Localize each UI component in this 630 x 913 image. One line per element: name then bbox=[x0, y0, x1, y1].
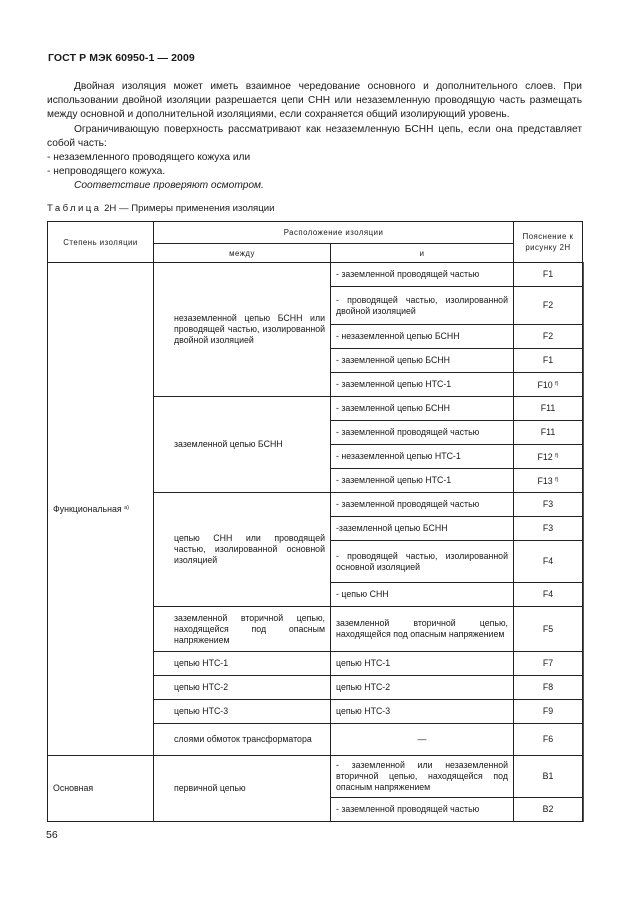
figure-ref: F1 bbox=[542, 269, 554, 279]
figure-ref: F12 bbox=[537, 451, 553, 462]
figure-ref: F2 bbox=[542, 331, 554, 341]
page-number: 56 bbox=[46, 829, 58, 841]
between-cell: цепью НТС-1 bbox=[154, 652, 331, 676]
figure-ref: F6 bbox=[542, 734, 554, 744]
ref-cell bbox=[514, 469, 583, 493]
paragraph: Ограничивающую поверхность рассматривают как незаземленную БСНН цепь, если она представляет собой часть: bbox=[47, 123, 582, 149]
and-cell: - заземленной или незаземленной вторичной цепью, находящейся под опасным напряжением bbox=[331, 756, 514, 798]
figure-ref: F13 bbox=[537, 475, 553, 486]
table-row bbox=[48, 263, 583, 287]
figure-ref: F8 bbox=[542, 682, 554, 692]
ref-cell bbox=[514, 287, 583, 325]
ref-cell bbox=[514, 583, 583, 607]
and-cell: - цепью СНН bbox=[331, 583, 514, 607]
caption-label: Таблица bbox=[47, 203, 102, 214]
between-cell: цепью СНН или проводящей частью, изолированной основной изоляцией bbox=[154, 493, 331, 607]
between-cell: заземленной цепью БСНН bbox=[154, 397, 331, 493]
insulation-table bbox=[47, 221, 583, 822]
and-cell: - незаземленной цепью БСНН bbox=[331, 325, 514, 349]
and-cell: - заземленной цепью НТС-1 bbox=[331, 469, 514, 493]
between-cell: незаземленной цепью БСНН или проводящей частью, изолированной двойной изоляцией bbox=[154, 263, 331, 397]
table-body bbox=[48, 263, 583, 822]
document-header: ГОСТ Р МЭК 60950-1 — 2009 bbox=[48, 52, 195, 64]
figure-ref: F1 bbox=[542, 355, 554, 365]
ref-cell bbox=[514, 756, 583, 798]
and-cell: - проводящей частью, изолированной основной изоляцией bbox=[331, 541, 514, 583]
ref-cell bbox=[514, 263, 583, 287]
ref-cell bbox=[514, 700, 583, 724]
figure-ref: F11 bbox=[540, 403, 556, 413]
and-cell: - незаземленной цепью НТС-1 bbox=[331, 445, 514, 469]
table-row bbox=[48, 756, 583, 798]
between-cell: заземленной вторичной цепью, находящейся под опасным напряжением bbox=[154, 607, 331, 652]
header-and: и bbox=[331, 244, 514, 263]
footnote-marker: a) bbox=[124, 505, 129, 511]
ref-cell bbox=[514, 421, 583, 445]
caption-title: — Примеры применения изоляции bbox=[116, 203, 275, 214]
and-cell: - заземленной проводящей частью bbox=[331, 421, 514, 445]
caption-number: 2Н bbox=[104, 203, 117, 214]
ref-cell bbox=[514, 676, 583, 700]
degree-cell bbox=[48, 756, 154, 822]
figure-ref: F3 bbox=[542, 499, 554, 509]
and-cell: - заземленной проводящей частью bbox=[331, 263, 514, 287]
between-cell: цепью НТС-3 bbox=[154, 700, 331, 724]
list-item: - непроводящего кожуха. bbox=[47, 166, 166, 178]
figure-ref: B1 bbox=[542, 771, 554, 781]
degree-cell bbox=[48, 263, 154, 756]
ref-cell bbox=[514, 724, 583, 756]
body-text bbox=[47, 80, 582, 194]
footnote-marker: f) bbox=[555, 476, 559, 483]
degree-label: Основная bbox=[53, 783, 94, 793]
ref-cell bbox=[514, 652, 583, 676]
and-cell: цепью НТС-2 bbox=[331, 676, 514, 700]
and-cell: - заземленной проводящей частью bbox=[331, 493, 514, 517]
header-degree: Степень изоляции bbox=[48, 222, 154, 263]
and-cell: заземленной вторичной цепью, находящейся под опасным напряжением bbox=[331, 607, 514, 652]
table-caption bbox=[47, 203, 274, 214]
ref-cell bbox=[514, 397, 583, 421]
ref-cell bbox=[514, 373, 583, 397]
between-cell: цепью НТС-2 bbox=[154, 676, 331, 700]
paragraph: Двойная изоляция может иметь взаимное чередование основного и дополнительного слоев. При использовании двойной изоляции разрешается цепи СНН или незаземленную проводящую часть размещать между основной и дополнительной изоляциями, если сохраняется общий изолирующий уровень. bbox=[47, 81, 582, 121]
figure-ref: F4 bbox=[542, 589, 554, 599]
figure-ref: F2 bbox=[542, 300, 554, 310]
and-cell: — bbox=[331, 724, 514, 756]
figure-ref: F11 bbox=[540, 427, 556, 437]
footnote-marker: f) bbox=[555, 452, 559, 459]
figure-ref: F7 bbox=[542, 658, 554, 668]
and-cell: цепью НТС-3 bbox=[331, 700, 514, 724]
figure-ref: F5 bbox=[542, 623, 554, 634]
list-item: - незаземленного проводящего кожуха или bbox=[47, 152, 251, 164]
and-cell: - заземленной цепью БСНН bbox=[331, 397, 514, 421]
ref-cell bbox=[514, 541, 583, 583]
figure-ref: F10 bbox=[537, 379, 553, 390]
and-cell: - заземленной цепью БСНН bbox=[331, 349, 514, 373]
revision-bar bbox=[583, 262, 584, 822]
figure-ref: F9 bbox=[542, 706, 554, 716]
and-cell: -заземленной цепью БСНН bbox=[331, 517, 514, 541]
header-between: между bbox=[154, 244, 331, 263]
degree-label: Функциональная bbox=[53, 504, 122, 514]
and-cell: - заземленной цепью НТС-1 bbox=[331, 373, 514, 397]
header-note: Пояснение к рисунку 2Н bbox=[514, 222, 583, 263]
compliance-note: Соответствие проверяют осмотром. bbox=[74, 180, 264, 192]
ref-cell bbox=[514, 607, 583, 652]
figure-ref: B2 bbox=[542, 804, 554, 814]
and-cell: - заземленной проводящей частью bbox=[331, 798, 514, 822]
between-cell: первичной цепью bbox=[154, 756, 331, 822]
ref-cell bbox=[514, 798, 583, 822]
ref-cell bbox=[514, 349, 583, 373]
ref-cell bbox=[514, 325, 583, 349]
between-cell: слоями обмоток трансформатора bbox=[154, 724, 331, 756]
footnote-marker: f) bbox=[555, 380, 559, 387]
and-cell: - проводящей частью, изолированной двойной изоляцией bbox=[331, 287, 514, 325]
ref-cell bbox=[514, 445, 583, 469]
and-cell: цепью НТС-1 bbox=[331, 652, 514, 676]
ref-cell bbox=[514, 517, 583, 541]
figure-ref: F4 bbox=[542, 556, 554, 566]
header-location: Расположение изоляции bbox=[154, 222, 514, 244]
ref-cell bbox=[514, 493, 583, 517]
figure-ref: F3 bbox=[542, 523, 554, 533]
